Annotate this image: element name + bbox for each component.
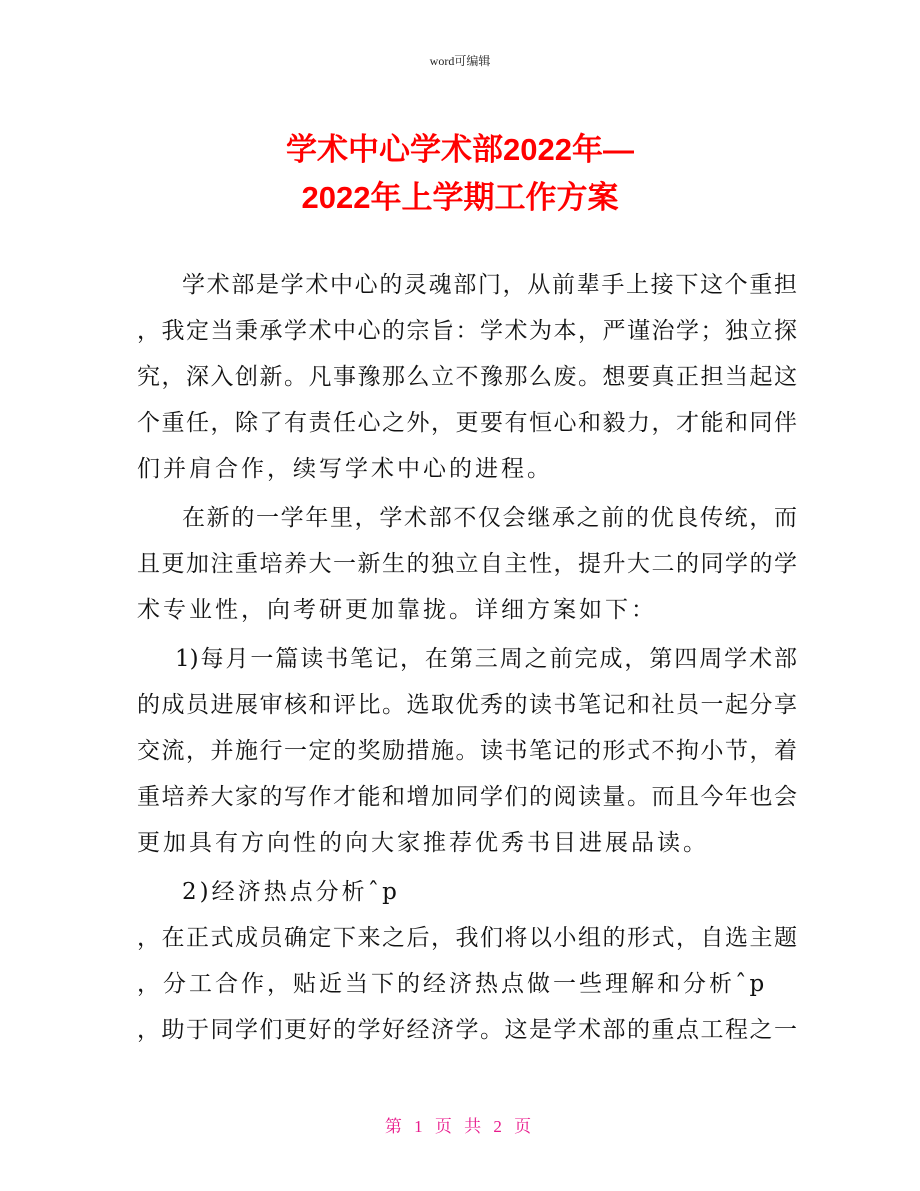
page-header: word可编辑 xyxy=(429,54,491,68)
text-line: 学术部是学术中心的灵魂部门，从前辈手上接下这个重担 xyxy=(182,272,797,298)
text-line: 重培养大家的写作才能和增加同学们的阅读量。而且今年也会 xyxy=(137,784,797,810)
text-line: 个重任，除了有责任心之外，更要有恒心和毅力，才能和同伴 xyxy=(137,410,797,436)
text-line: 交流，并施行一定的奖励措施。读书笔记的形式不拘小节，着 xyxy=(137,738,797,764)
paragraph-item-1 xyxy=(137,636,797,866)
text-line: 究，深入创新。凡事豫那么立不豫那么废。想要真正担当起这 xyxy=(137,364,797,390)
text-line: 1)每月一篇读书笔记，在第三周之前完成，第四周学术部 xyxy=(175,646,797,672)
text-line: 在新的一学年里，学术部不仅会继承之前的优良传统，而 xyxy=(182,505,797,531)
text-line: 们并肩合作，续写学术中心的进程。 xyxy=(137,456,553,482)
document-body xyxy=(137,262,797,1056)
paragraph-item-2 xyxy=(137,869,797,1053)
page-number-footer: 第 1 页 共 2 页 xyxy=(384,1117,536,1136)
paragraph-plan xyxy=(137,495,797,633)
document-title-line-1: 学术中心学术部2022年— xyxy=(286,132,634,167)
text-line: ，在正式成员确定下来之后，我们将以小组的形式，自选主题 xyxy=(137,925,797,951)
document-title-line-2: 2022年上学期工作方案 xyxy=(301,180,619,215)
text-line: 且更加注重培养大一新生的独立自主性，提升大二的同学的学 xyxy=(137,551,797,577)
text-line: ，我定当秉承学术中心的宗旨：学术为本，严谨治学；独立探 xyxy=(137,318,797,344)
text-line: 术专业性，向考研更加靠拢。详细方案如下： xyxy=(137,597,657,623)
paragraph-intro xyxy=(137,262,797,492)
text-line: 更加具有方向性的向大家推荐优秀书目进展品读。 xyxy=(137,830,709,856)
text-line: ，助于同学们更好的学好经济学。这是学术部的重点工程之一 xyxy=(137,1017,797,1043)
text-line: ，分工合作，贴近当下的经济热点做一些理解和分析ˆp xyxy=(137,971,768,997)
text-line: 2)经济热点分析ˆp xyxy=(182,879,400,905)
text-line: 的成员进展审核和评比。选取优秀的读书笔记和社员一起分享 xyxy=(137,692,797,718)
